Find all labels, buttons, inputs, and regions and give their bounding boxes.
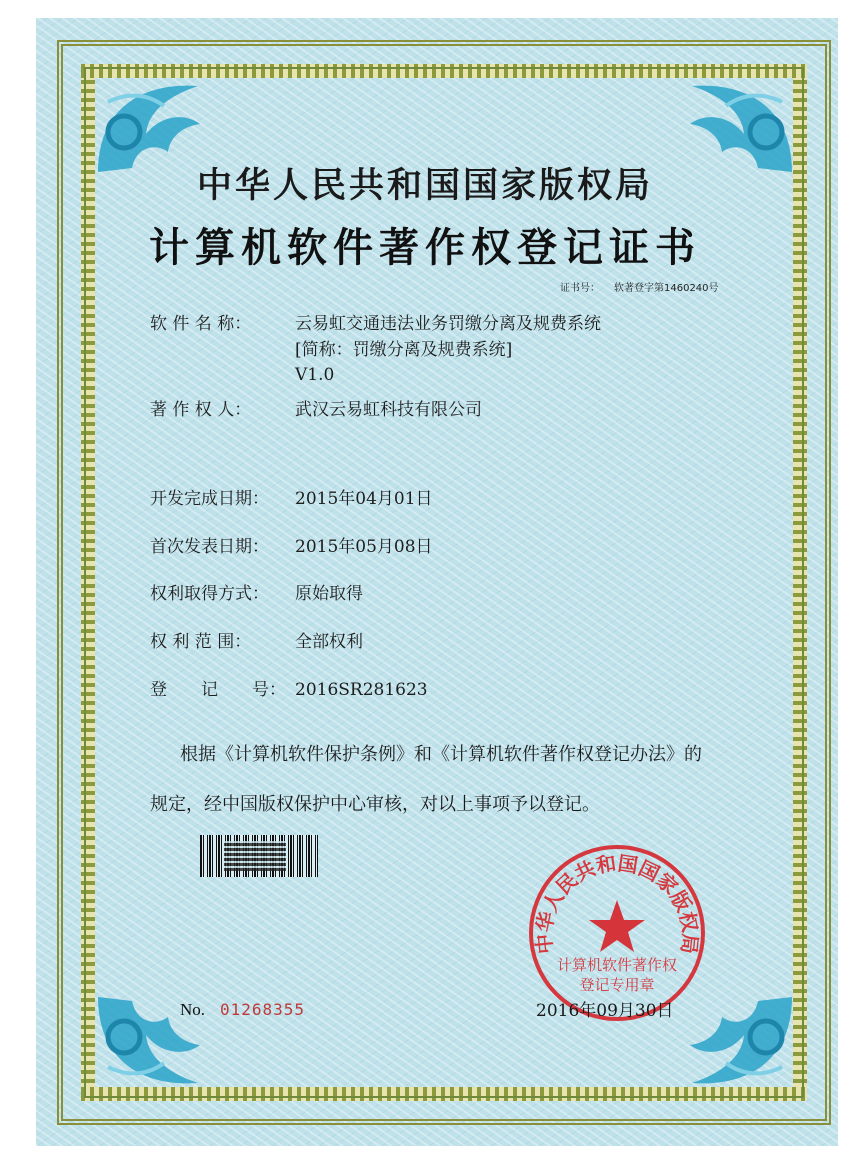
seal-inner-line-2: 登记专用章 <box>579 976 655 994</box>
serial-number-label: No. <box>180 1000 206 1019</box>
dev-date-value: 2015年04月01日 <box>295 489 433 509</box>
owner-value: 武汉云易虹科技有限公司 <box>295 400 482 420</box>
dev-date-label: 开发完成日期： <box>150 489 269 509</box>
software-version: V1.0 <box>295 365 335 385</box>
seal-outer-text: 中华人民共和国国家版权局 <box>531 851 703 956</box>
acquire-label: 权利取得方式： <box>150 584 269 604</box>
scope-label: 权 利 范 围： <box>150 632 252 652</box>
statement-line-1: 根据《计算机软件保护条例》和《计算机软件著作权登记办法》的 <box>180 744 702 765</box>
issuer-title: 中华人民共和国国家版权局 <box>196 165 653 206</box>
pub-date-label: 首次发表日期： <box>150 537 269 557</box>
certificate-number-value: 软著登字第1460240号 <box>614 283 719 294</box>
software-short-name: [简称：罚缴分离及规费系统] <box>295 340 513 360</box>
seal-star-icon <box>589 900 645 952</box>
software-name-value: 云易虹交通违法业务罚缴分离及规费系统 <box>295 314 601 334</box>
reg-no-value: 2016SR281623 <box>295 680 428 700</box>
acquire-value: 原始取得 <box>295 584 363 604</box>
software-name-label: 软 件 名 称： <box>150 314 252 334</box>
corner-ornament-bottom-left <box>88 987 238 1097</box>
issue-date: 2016年09月30日 <box>536 1001 674 1021</box>
reg-no-label: 登 记 号： <box>150 680 286 700</box>
statement-line-2: 规定，经中国版权保护中心审核，对以上事项予以登记。 <box>150 794 600 815</box>
owner-label: 著 作 权 人： <box>150 400 252 420</box>
pub-date-value: 2015年05月08日 <box>295 537 433 557</box>
certificate-number-label: 证书号： <box>560 283 600 294</box>
seal-inner-line-1: 计算机软件著作权 <box>556 956 678 974</box>
serial-number-value: 01268355 <box>220 1000 306 1019</box>
certificate-number <box>560 279 719 294</box>
barcode <box>200 835 318 877</box>
scope-value: 全部权利 <box>295 632 363 652</box>
certificate-title: 计算机软件著作权登记证书 <box>149 224 701 271</box>
